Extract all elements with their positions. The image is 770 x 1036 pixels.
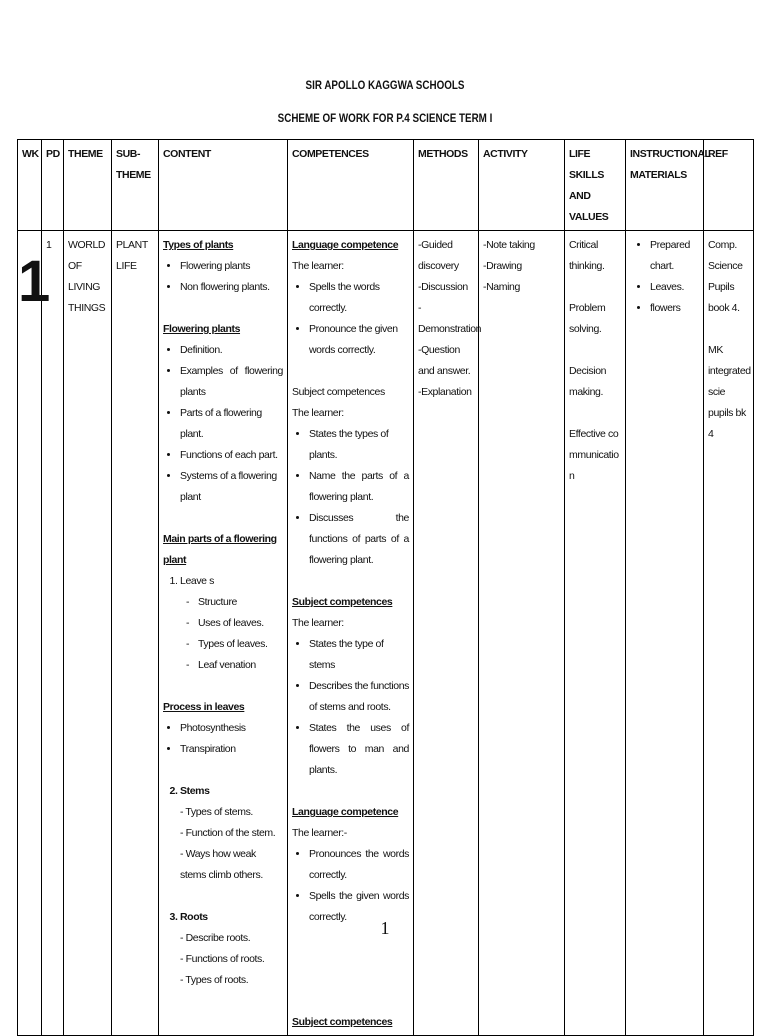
methods-cell bbox=[414, 231, 482, 1036]
list-item: - Ways how weak stems climb others. bbox=[180, 848, 263, 881]
week-row bbox=[18, 231, 754, 1036]
subject-competence-heading: Subject competences bbox=[292, 386, 385, 398]
list-item: • Examples of flowering plants bbox=[180, 361, 283, 403]
list-item: • Leaves. bbox=[650, 277, 699, 298]
stems-items bbox=[163, 802, 283, 886]
process-list bbox=[163, 718, 283, 760]
flowering-heading: Flowering plants bbox=[163, 323, 241, 335]
process-heading: Process in leaves bbox=[163, 701, 245, 713]
list-item: Problem solving. bbox=[569, 302, 606, 335]
list-item: -Question and answer. bbox=[418, 344, 471, 377]
subject-list bbox=[292, 634, 409, 781]
list-item: • Spells the words correctly. bbox=[309, 277, 409, 319]
col-content: CONTENT bbox=[159, 140, 288, 231]
list-item: • Flowering plants bbox=[180, 256, 283, 277]
list-item bbox=[180, 781, 283, 802]
sub-theme-text: PLANT LIFE bbox=[116, 239, 148, 272]
list-item: -Guided discovery bbox=[418, 239, 459, 272]
list-item: -Explanation bbox=[418, 386, 472, 398]
header-row bbox=[18, 140, 754, 231]
subject-list bbox=[292, 424, 409, 571]
list-item: Comp. Science Pupils book 4. bbox=[708, 239, 743, 314]
list-item: Critical thinking. bbox=[569, 239, 605, 272]
col-life-skills: LIFE SKILLS AND VALUES bbox=[565, 140, 626, 231]
list-item: • Transpiration bbox=[180, 739, 283, 760]
list-item: - Uses of leaves. bbox=[198, 613, 283, 634]
col-sub-theme: SUB-THEME bbox=[112, 140, 159, 231]
list-item: - Structure bbox=[198, 592, 283, 613]
col-ref: REF bbox=[704, 140, 754, 231]
list-item: - Types of roots. bbox=[180, 974, 249, 986]
learner-label: The learner: bbox=[292, 617, 344, 629]
types-heading: Types of plants bbox=[163, 239, 234, 251]
competences-cell bbox=[288, 231, 414, 1036]
learner-label: The learner: bbox=[292, 407, 344, 419]
list-item: MK integrated scie pupils bk 4 bbox=[708, 344, 751, 440]
subject-competence-heading: Subject competences bbox=[292, 1016, 393, 1028]
roots-label: Roots bbox=[180, 911, 208, 923]
week-cell bbox=[18, 231, 50, 1036]
list-item: -Demonstration bbox=[418, 302, 482, 335]
col-competences: COMPETENCES bbox=[288, 140, 414, 231]
list-item: -Drawing bbox=[483, 260, 522, 272]
col-pd: PD bbox=[42, 140, 64, 231]
list-item: • Pronounce the given words correctly. bbox=[309, 319, 409, 361]
list-item: • Non flowering plants. bbox=[180, 277, 283, 298]
period-cell bbox=[42, 231, 64, 1036]
page-number: 1 bbox=[380, 918, 390, 938]
list-item: -Note taking bbox=[483, 239, 535, 251]
sub-theme-cell bbox=[112, 231, 159, 1036]
theme-cell bbox=[64, 231, 112, 1036]
language-list bbox=[292, 844, 409, 928]
list-item: - Function of the stem. bbox=[180, 827, 276, 839]
list-item: • Functions of each part. bbox=[180, 445, 283, 466]
col-theme: THEME bbox=[64, 140, 112, 231]
list-item: - Functions of roots. bbox=[180, 953, 265, 965]
theme-text: WORLD OF LIVING THINGS bbox=[68, 239, 106, 314]
list-item: - Leaf venation bbox=[198, 655, 283, 676]
language-competence-heading: Language competence bbox=[292, 239, 399, 251]
main-parts-heading: Main parts of a flowering plant bbox=[163, 533, 277, 566]
list-item: • Pronounces the words correctly. bbox=[309, 844, 409, 886]
list-item: • Discusses the functions of parts of a flowering plant. bbox=[309, 508, 409, 571]
language-competence-heading: Language competence bbox=[292, 806, 399, 818]
leaves-list bbox=[180, 592, 283, 676]
week-number: 1 bbox=[18, 249, 50, 314]
list-item: • Definition. bbox=[180, 340, 283, 361]
flowering-list bbox=[163, 340, 283, 508]
materials-list bbox=[630, 235, 699, 319]
col-methods: METHODS bbox=[414, 140, 479, 231]
stems-list bbox=[163, 781, 283, 802]
learner-label: The learner: bbox=[292, 260, 344, 272]
list-item: • Name the parts of a flowering plant. bbox=[309, 466, 409, 508]
col-wk: WK bbox=[18, 140, 42, 231]
list-item: • Spells the given words correctly. bbox=[309, 886, 409, 928]
list-item: - Types of leaves. bbox=[198, 634, 283, 655]
list-item: • Systems of a flowering plant bbox=[180, 466, 283, 508]
types-list bbox=[163, 256, 283, 298]
school-title: SIR APOLLO KAGGWA SCHOOLS bbox=[305, 78, 465, 92]
activity-cell bbox=[479, 231, 565, 1036]
list-item: • Photosynthesis bbox=[180, 718, 283, 739]
learner-label: The learner:- bbox=[292, 827, 347, 839]
life-skills-cell bbox=[565, 231, 626, 1036]
list-item: - Describe roots. bbox=[180, 932, 251, 944]
list-item: • States the type of stems bbox=[309, 634, 409, 676]
list-item: Effective communication bbox=[569, 428, 619, 482]
list-item: Decision making. bbox=[569, 365, 607, 398]
list-item: - Types of stems. bbox=[180, 806, 253, 818]
list-item: • Parts of a flowering plant. bbox=[180, 403, 283, 445]
subject-competence-heading: Subject competences bbox=[292, 596, 393, 608]
list-item: -Discussion bbox=[418, 281, 468, 293]
list-item: • Prepared chart. bbox=[650, 235, 699, 277]
leaves-label: Leave s bbox=[180, 575, 214, 587]
language-list bbox=[292, 277, 409, 361]
scheme-table bbox=[17, 139, 754, 1036]
ref-cell bbox=[704, 231, 754, 1036]
list-item: • States the uses of flowers to man and plants. bbox=[309, 718, 409, 781]
list-item bbox=[180, 571, 283, 676]
list-item: • States the types of plants. bbox=[309, 424, 409, 466]
col-materials: INSTRUCTIONAL MATERIALS bbox=[626, 140, 704, 231]
scheme-title: SCHEME OF WORK FOR P.4 SCIENCE TERM I bbox=[277, 111, 493, 125]
period-number: 1 bbox=[46, 239, 52, 251]
content-cell bbox=[159, 231, 288, 1036]
list-item: • Describes the functions of stems and roots. bbox=[309, 676, 409, 718]
list-item: • flowers bbox=[650, 298, 699, 319]
list-item: -Naming bbox=[483, 281, 520, 293]
main-parts-list bbox=[163, 571, 283, 676]
stems-label: Stems bbox=[180, 785, 210, 797]
col-activity: ACTIVITY bbox=[479, 140, 565, 231]
materials-cell bbox=[626, 231, 704, 1036]
